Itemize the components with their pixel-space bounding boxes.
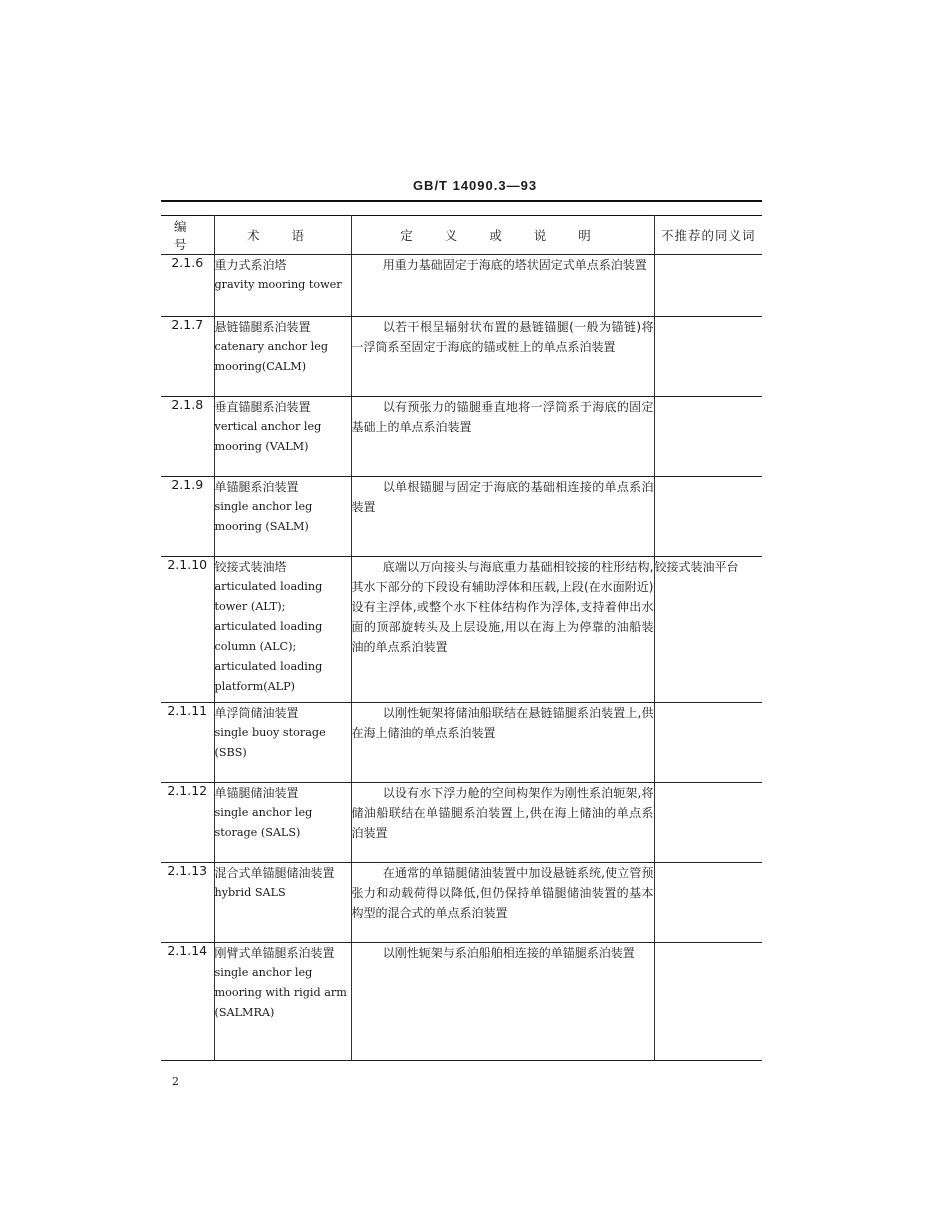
term-english: catenary anchor leg mooring(CALM) [214, 340, 328, 373]
term-number: 2.1.8 [161, 397, 214, 477]
term-definition: 以刚性轭架将储油船联结在悬链锚腿系泊装置上,供在海上储油的单点系泊装置 [351, 703, 654, 783]
table-row [161, 255, 762, 317]
term-definition: 以刚性轭架与系泊船舶相连接的单锚腿系泊装置 [351, 943, 654, 1061]
term-definition: 以设有水下浮力舱的空间构架作为刚性系泊轭架,将储油船联结在单锚腿系泊装置上,供在海上储油的单点系泊装置 [351, 783, 654, 863]
table-row [161, 943, 762, 1061]
term-cell [214, 397, 351, 477]
header-rule [161, 200, 762, 202]
term-cell [214, 703, 351, 783]
table-header-row [161, 216, 762, 255]
term-english: hybrid SALS [214, 886, 286, 899]
term-chinese: 单锚腿储油装置 [214, 786, 299, 800]
term-english: single anchor leg mooring (SALM) [214, 500, 313, 533]
term-english: single buoy storage (SBS) [214, 726, 326, 759]
term-number: 2.1.14 [161, 943, 214, 1061]
term-cell [214, 557, 351, 703]
table-row [161, 783, 762, 863]
term-number: 2.1.6 [161, 255, 214, 317]
term-cell [214, 317, 351, 397]
term-definition: 用重力基础固定于海底的塔状固定式单点系泊装置 [351, 255, 654, 317]
term-synonym [654, 863, 762, 943]
term-definition: 底端以万向接头与海底重力基础相铰接的柱形结构,其水下部分的下段设有辅助浮体和压载,上段(在水面附近)设有主浮体,或整个水下柱体结构作为浮体,支持着伸出水面的顶部旋转头及上层设施,用以在海上为停靠的油船装油的单点系泊装置 [351, 557, 654, 703]
term-synonym [654, 397, 762, 477]
term-cell [214, 863, 351, 943]
term-chinese: 单浮筒储油装置 [214, 706, 299, 720]
term-chinese: 悬链锚腿系泊装置 [214, 320, 311, 334]
term-cell [214, 783, 351, 863]
term-chinese: 重力式系泊塔 [214, 258, 287, 272]
term-number: 2.1.10 [161, 557, 214, 703]
term-english: articulated loading tower (ALT); articulated loading column (ALC); articulated loading platform(ALP) [214, 580, 323, 693]
term-number: 2.1.9 [161, 477, 214, 557]
term-chinese: 垂直锚腿系泊装置 [214, 400, 311, 414]
term-definition: 以若干根呈辐射状布置的悬链锚腿(一般为锚链)将一浮筒系至固定于海底的锚或桩上的单点系泊装置 [351, 317, 654, 397]
term-english: single anchor leg mooring with rigid arm (SALMRA) [214, 966, 347, 1019]
column-header-term: 术 语 [214, 216, 351, 255]
standard-code-header: GB/T 14090.3—93 [412, 178, 538, 193]
term-definition: 以单根锚腿与固定于海底的基础相连接的单点系泊装置 [351, 477, 654, 557]
term-definition: 在通常的单锚腿储油装置中加设悬链系统,使立管预张力和动载荷得以降低,但仍保持单锚腿储油装置的基本构型的混合式的单点系泊装置 [351, 863, 654, 943]
terms-table [161, 215, 762, 1061]
term-synonym [654, 317, 762, 397]
term-cell [214, 943, 351, 1061]
term-english: single anchor leg storage (SALS) [214, 806, 313, 839]
term-cell [214, 255, 351, 317]
term-english: vertical anchor leg mooring (VALM) [214, 420, 322, 453]
term-number: 2.1.13 [161, 863, 214, 943]
page-number: 2 [172, 1075, 179, 1088]
table-row [161, 317, 762, 397]
term-synonym [654, 477, 762, 557]
term-synonym [654, 255, 762, 317]
term-number: 2.1.7 [161, 317, 214, 397]
term-number: 2.1.12 [161, 783, 214, 863]
term-synonym [654, 703, 762, 783]
term-synonym: 铰接式装油平台 [654, 557, 762, 703]
term-synonym [654, 783, 762, 863]
table-row [161, 863, 762, 943]
term-cell [214, 477, 351, 557]
table-row [161, 703, 762, 783]
column-header-number: 编 号 [161, 216, 214, 255]
term-chinese: 单锚腿系泊装置 [214, 480, 299, 494]
term-chinese: 混合式单锚腿储油装置 [214, 866, 335, 880]
table-row [161, 557, 762, 703]
column-header-definition: 定 义 或 说 明 [351, 216, 654, 255]
column-header-synonym: 不推荐的同义词 [654, 216, 762, 255]
term-number: 2.1.11 [161, 703, 214, 783]
term-english: gravity mooring tower [214, 278, 342, 291]
term-chinese: 铰接式装油塔 [214, 560, 287, 574]
table-row [161, 477, 762, 557]
term-chinese: 刚臂式单锚腿系泊装置 [214, 946, 335, 960]
table-row [161, 397, 762, 477]
term-definition: 以有预张力的锚腿垂直地将一浮筒系于海底的固定基础上的单点系泊装置 [351, 397, 654, 477]
term-synonym [654, 943, 762, 1061]
